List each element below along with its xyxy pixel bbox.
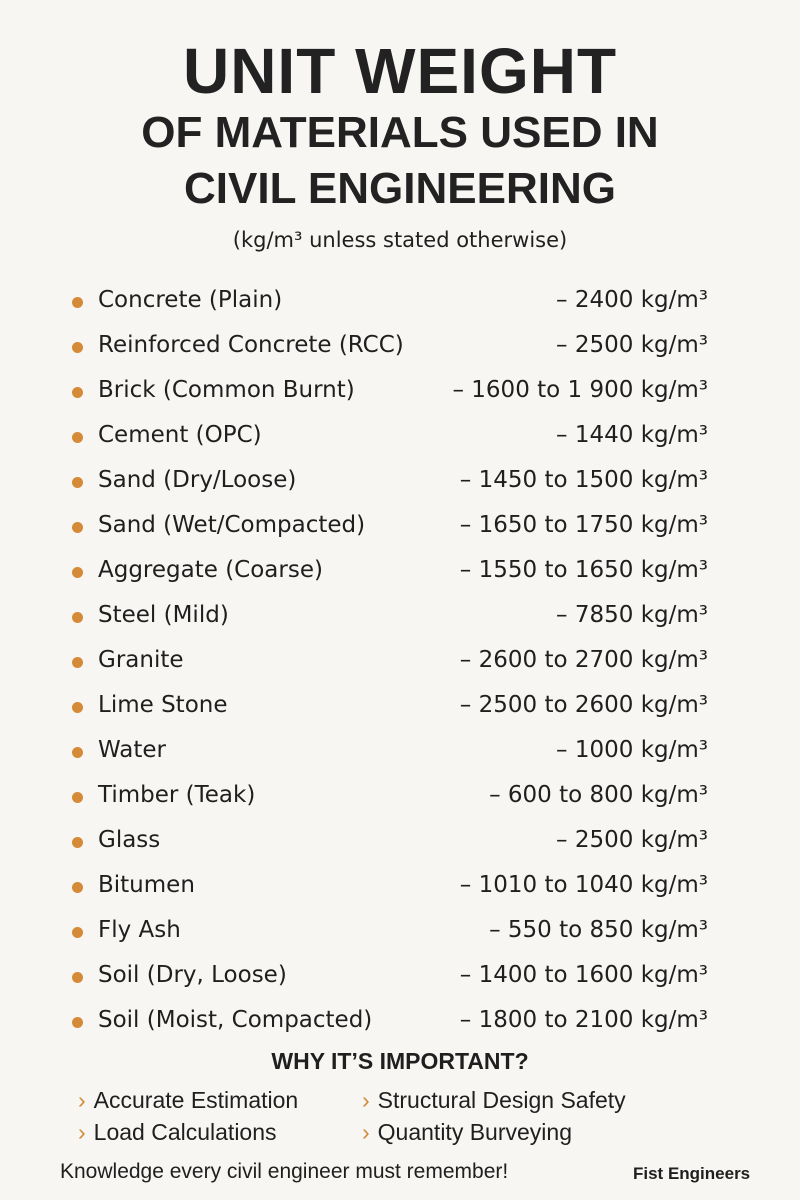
material-value: – 2500 kg/m³ xyxy=(556,827,708,853)
material-name: Granite xyxy=(98,647,184,673)
material-value: – 1550 to 1650 kg/m³ xyxy=(459,557,708,583)
brand-name: Fist Engineers xyxy=(633,1164,751,1183)
material-name: Lime Stone xyxy=(98,692,228,718)
material-row xyxy=(0,958,800,1003)
material-row xyxy=(0,1003,800,1048)
material-row xyxy=(0,598,800,643)
material-name: Cement (OPC) xyxy=(98,422,262,448)
material-value: – 2500 kg/m³ xyxy=(556,332,708,358)
material-row xyxy=(0,778,800,823)
material-name: Reinforced Concrete (RCC) xyxy=(98,332,404,358)
bullet-icon xyxy=(72,882,83,893)
material-row xyxy=(0,688,800,733)
material-name: Glass xyxy=(98,827,161,853)
material-value: – 1010 to 1040 kg/m³ xyxy=(459,872,708,898)
material-name: Fly Ash xyxy=(98,917,181,943)
bullet-icon xyxy=(72,1017,83,1028)
material-value: – 1000 kg/m³ xyxy=(556,737,708,763)
chevron-icon: › xyxy=(362,1119,370,1145)
material-row xyxy=(0,643,800,688)
reason-item xyxy=(78,1119,277,1146)
footer-tagline: Knowledge every civil engineer must remember! xyxy=(60,1160,509,1183)
material-name: Steel (Mild) xyxy=(98,602,229,628)
material-value: – 2400 kg/m³ xyxy=(556,287,708,313)
bullet-icon xyxy=(72,432,83,443)
bullet-icon xyxy=(72,342,83,353)
material-name: Brick (Common Burnt) xyxy=(98,377,355,403)
title-line-3: CIVIL ENGINEERING xyxy=(184,164,616,213)
bullet-icon xyxy=(72,837,83,848)
materials-list xyxy=(0,283,800,1048)
title-line-2: OF MATERIALS USED IN xyxy=(141,108,659,157)
material-name: Timber (Teak) xyxy=(98,782,256,808)
subtitle: (kg/m³ unless stated otherwise) xyxy=(232,228,568,252)
title-line-1: UNIT WEIGHT xyxy=(182,35,618,107)
chevron-icon: › xyxy=(78,1119,86,1145)
material-row xyxy=(0,868,800,913)
material-name: Aggregate (Coarse) xyxy=(98,557,323,583)
bullet-icon xyxy=(72,927,83,938)
material-row xyxy=(0,508,800,553)
chevron-icon: › xyxy=(78,1087,86,1113)
material-value: – 600 to 800 kg/m³ xyxy=(489,782,708,808)
material-value: – 1450 to 1500 kg/m³ xyxy=(459,467,708,493)
why-heading: WHY IT’S IMPORTANT? xyxy=(271,1048,529,1074)
chevron-icon: › xyxy=(362,1087,370,1113)
material-value: – 1800 to 2100 kg/m³ xyxy=(459,1007,708,1033)
bullet-icon xyxy=(72,972,83,983)
material-value: – 7850 kg/m³ xyxy=(556,602,708,628)
bullet-icon xyxy=(72,477,83,488)
material-value: – 550 to 850 kg/m³ xyxy=(489,917,708,943)
bullet-icon xyxy=(72,297,83,308)
bullet-icon xyxy=(72,657,83,668)
material-row xyxy=(0,418,800,463)
material-name: Bitumen xyxy=(98,872,195,898)
material-value: – 1650 to 1750 kg/m³ xyxy=(459,512,708,538)
material-value: – 1440 kg/m³ xyxy=(556,422,708,448)
reason-label: Structural Design Safety xyxy=(377,1087,626,1113)
bullet-icon xyxy=(72,612,83,623)
material-row xyxy=(0,328,800,373)
material-value: – 1400 to 1600 kg/m³ xyxy=(459,962,708,988)
material-row xyxy=(0,823,800,868)
material-name: Sand (Dry/Loose) xyxy=(98,467,297,493)
bullet-icon xyxy=(72,567,83,578)
bullet-icon xyxy=(72,387,83,398)
material-value: – 2500 to 2600 kg/m³ xyxy=(459,692,708,718)
reason-item xyxy=(362,1119,572,1146)
material-row xyxy=(0,733,800,778)
bullet-icon xyxy=(72,792,83,803)
material-row xyxy=(0,913,800,958)
material-value: – 2600 to 2700 kg/m³ xyxy=(459,647,708,673)
reason-item xyxy=(362,1087,626,1114)
bullet-icon xyxy=(72,702,83,713)
material-row xyxy=(0,463,800,508)
material-name: Soil (Moist, Compacted) xyxy=(98,1007,373,1033)
material-value: – 1600 to 1 900 kg/m³ xyxy=(452,377,708,403)
reason-item xyxy=(78,1087,298,1114)
material-name: Soil (Dry, Loose) xyxy=(98,962,287,988)
material-name: Sand (Wet/Compacted) xyxy=(98,512,366,538)
material-row xyxy=(0,283,800,328)
material-row xyxy=(0,553,800,598)
material-name: Water xyxy=(98,737,166,763)
reason-label: Load Calculations xyxy=(93,1119,277,1145)
material-row xyxy=(0,373,800,418)
reason-label: Accurate Estimation xyxy=(93,1087,299,1113)
bullet-icon xyxy=(72,522,83,533)
bullet-icon xyxy=(72,747,83,758)
material-name: Concrete (Plain) xyxy=(98,287,283,313)
reason-label: Quantity Burveying xyxy=(377,1119,572,1145)
